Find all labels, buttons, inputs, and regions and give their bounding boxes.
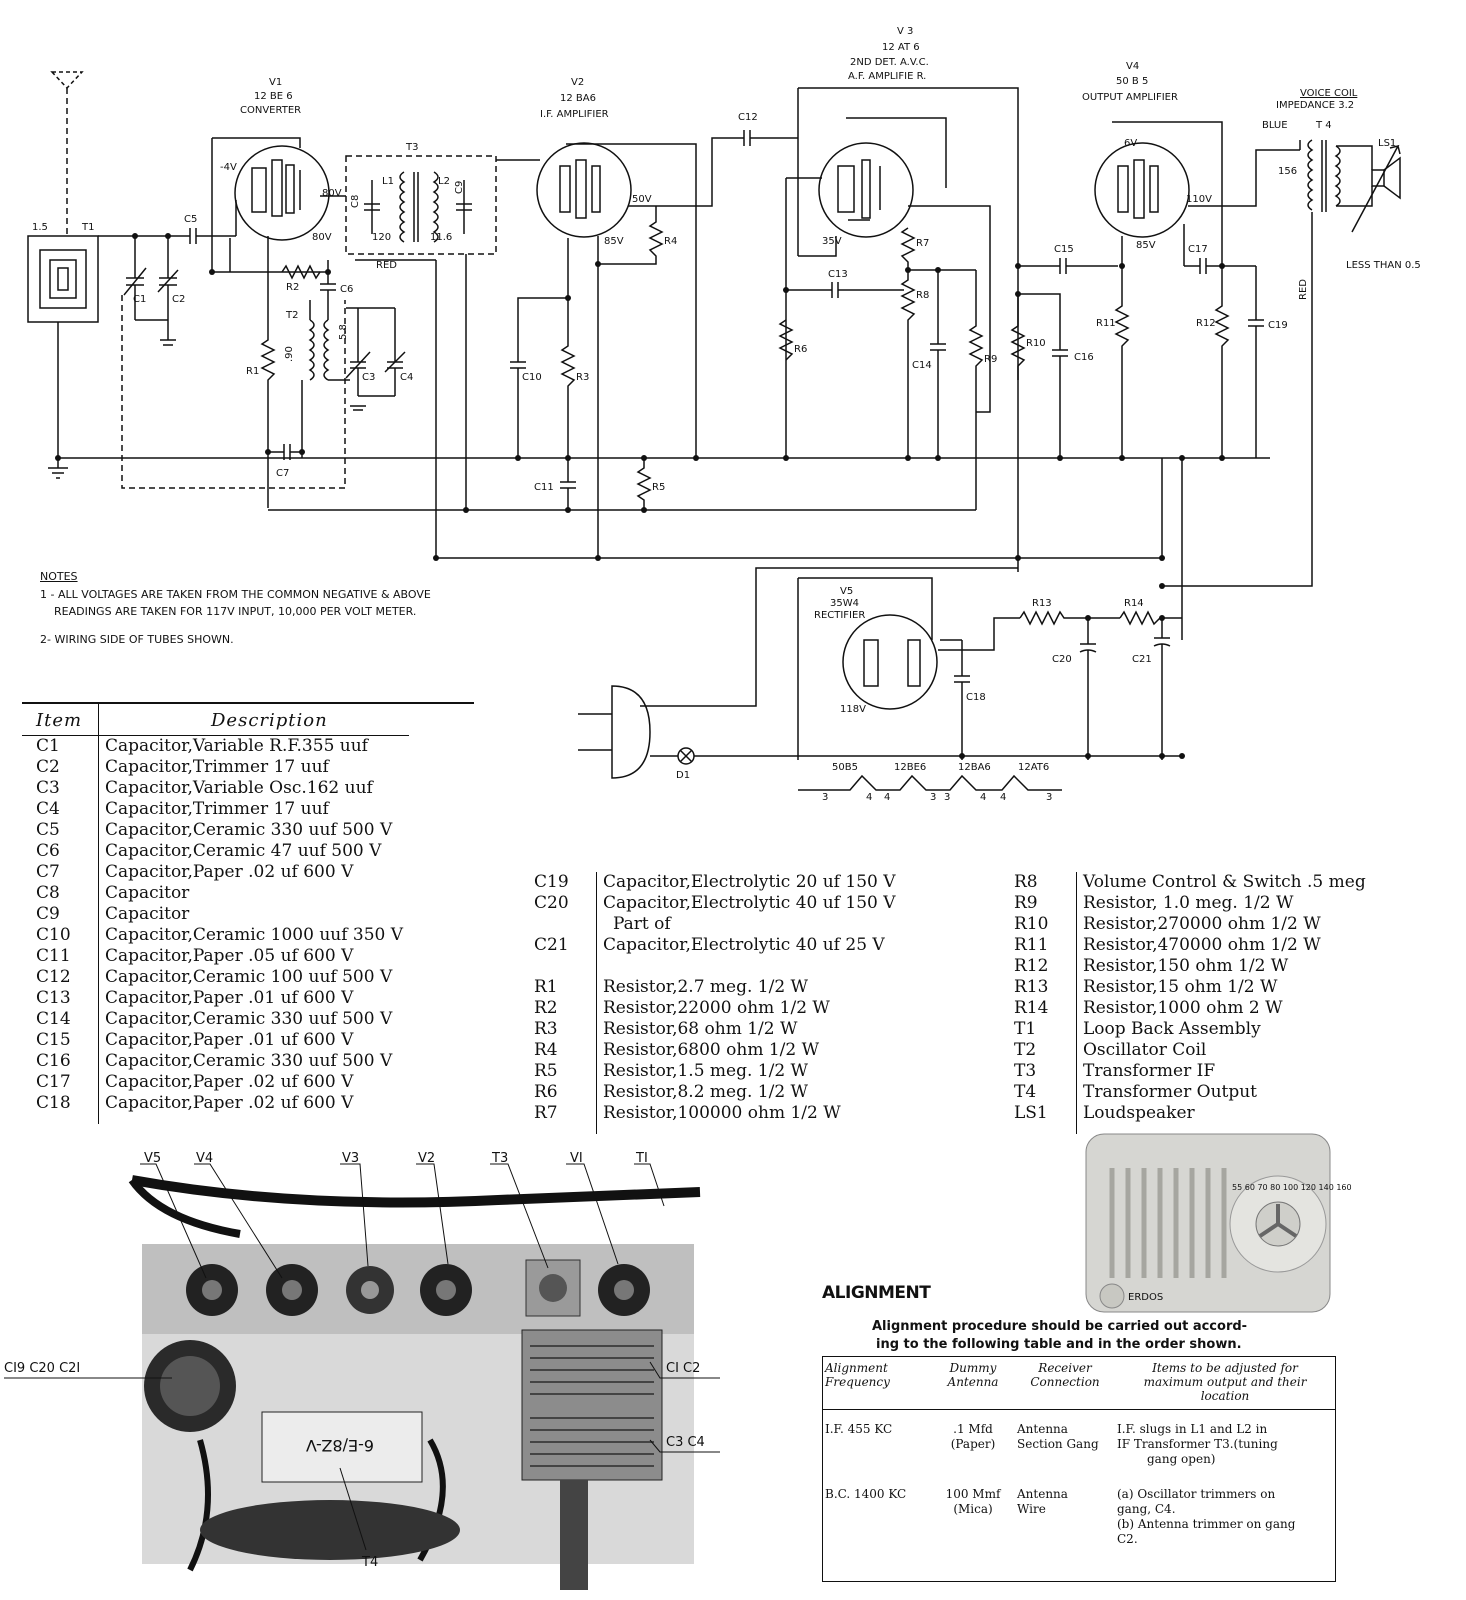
heater-tube-2: 12BE6 [894,762,927,773]
part-desc: Resistor,470000 ohm 1/2 W [1083,935,1321,955]
receiver-connection: Section Gang [1017,1437,1099,1451]
part-desc: Resistor,150 ohm 1/2 W [1083,956,1289,976]
heater-tube-3: 12BA6 [958,762,991,773]
part-desc: Capacitor,Paper .05 uf 600 V [105,946,354,966]
radio-photo [1082,1128,1352,1320]
v3-id: V 3 [897,26,914,37]
l2-label: L2 [438,176,450,187]
part-desc: Resistor,15 ohm 1/2 W [1083,977,1278,997]
part-desc: Resistor,2.7 meg. 1/2 W [603,977,809,997]
tube-v3 [819,143,913,237]
heater-pin: 4 [1000,792,1007,803]
part-item: T4 [1000,1082,1077,1103]
part-desc [597,956,902,977]
part-item: C20 [520,893,597,914]
alignment-table [822,1356,1336,1582]
part-item: C5 [22,820,99,841]
part-desc: Transformer IF [1083,1061,1216,1081]
c3-label: C3 [362,372,376,383]
alignment-intro-line-1: Alignment procedure should be carried out accord- [872,1319,1248,1334]
capacitor-c6 [320,260,336,300]
part-item: T3 [1000,1061,1077,1082]
photo-label-v3: V3 [342,1151,360,1166]
heater-pin: 3 [1046,792,1053,803]
part-desc: Resistor,1000 ohm 2 W [1083,998,1283,1018]
capacitor-c19 [1248,266,1264,458]
part-item: C18 [22,1093,99,1124]
c1-label: C1 [133,294,147,305]
alignment-row [823,1410,1335,1476]
part-desc: Capacitor,Electrolytic 40 uf 150 V [603,893,896,913]
heater-pin: 3 [930,792,937,803]
part-item: C19 [520,872,597,893]
part-item: R4 [520,1040,597,1061]
v5-voltage-a: 118V [840,704,866,715]
part-desc: Capacitor,Trimmer 17 uuf [105,757,329,777]
part-desc: Resistor, 1.0 meg. 1/2 W [1083,893,1294,913]
photo-label-t4: T4 [362,1555,379,1570]
part-desc: Loop Back Assembly [1083,1019,1261,1039]
part-item: R10 [1000,914,1077,935]
r4-label: R4 [664,236,678,247]
receiver-connection: Antenna [1017,1422,1068,1436]
v3-voltage-a: 35V [822,236,842,247]
r9-label: R9 [984,354,998,365]
v4-id: V4 [1126,61,1140,72]
part-item: R5 [520,1061,597,1082]
ls1-label: LS1 [1378,138,1397,149]
t3-voltage-a: 120 [372,232,392,243]
part-desc: Capacitor,Paper .02 uf 600 V [105,862,354,882]
c8-label: C8 [350,194,361,208]
part-desc: Capacitor,Ceramic 330 uuf 500 V [105,1009,393,1029]
v3-type: 12 AT 6 [882,42,920,53]
part-item: C3 [22,778,99,799]
part-desc: Capacitor,Ceramic 100 uuf 500 V [105,967,393,987]
parts-list-column-2 [520,872,902,1134]
dummy-antenna: (Paper) [950,1437,996,1451]
v2-voltage-b: 85V [604,236,624,247]
red-wire-label-2: RED [1298,279,1309,300]
parts-header-description: Description [99,704,410,736]
header-text: Dummy [949,1361,997,1375]
v4-voltage-c: 85V [1136,240,1156,251]
part-item: C2 [22,757,99,778]
part-desc: Resistor,270000 ohm 1/2 W [1083,914,1321,934]
r5-label: R5 [652,482,666,493]
photo-label-v1: VI [570,1151,583,1166]
part-desc: Capacitor,Paper .01 uf 600 V [105,988,354,1008]
receiver-connection: Wire [1017,1502,1046,1516]
parts-list-column-3 [1000,872,1372,1134]
header-text: Frequency [825,1375,890,1389]
v2-id: V2 [571,77,585,88]
capacitor-c14 [930,270,946,458]
part-desc: Capacitor,Variable R.F.355 uuf [105,736,368,756]
v1-voltage-b: 80V [322,188,342,199]
loop-antenna-t1 [28,236,190,458]
part-item: C9 [22,904,99,925]
photo-label-v5: V5 [144,1151,162,1166]
alignment-title: ALIGNMENT [822,1283,931,1303]
photo-label-v2: V2 [418,1151,436,1166]
part-item: R9 [1000,893,1077,914]
capacitor-c11 [560,458,576,510]
part-item: R3 [520,1019,597,1040]
v1-id: V1 [269,77,283,88]
r13-label: R13 [1032,598,1052,609]
t1-label: T1 [82,222,95,233]
heater-pin: 3 [822,792,829,803]
r7-label: R7 [916,238,930,249]
adjust-items: gang open) [1147,1452,1216,1466]
adjust-items: gang, C4. [1117,1502,1176,1516]
part-item: T2 [1000,1040,1077,1061]
part-desc: Resistor,1.5 meg. 1/2 W [603,1061,809,1081]
d1-label: D1 [676,770,691,781]
heater-pin: 4 [884,792,891,803]
part-item: C10 [22,925,99,946]
resistor-r5 [638,458,650,510]
capacitor-c21 [1154,618,1170,760]
r12-label: R12 [1196,318,1216,329]
part-desc: Resistor,22000 ohm 1/2 W [603,998,830,1018]
part-desc: Capacitor [105,883,190,903]
part-desc: Capacitor,Paper .02 uf 600 V [105,1093,354,1113]
part-item: C14 [22,1009,99,1030]
header-text: location [1200,1389,1250,1403]
part-desc: Resistor,8.2 meg. 1/2 W [603,1082,809,1102]
part-desc: Loudspeaker [1083,1103,1195,1123]
resistor-r11 [1116,236,1128,458]
capacitor-c15 [1060,258,1118,274]
c13-label: C13 [828,269,848,280]
v4-function: OUTPUT AMPLIFIER [1082,92,1178,103]
note-1-line-1: 1 - ALL VOLTAGES ARE TAKEN FROM THE COMMON NEGATIVE & ABOVE [40,587,431,601]
part-desc: Capacitor,Trimmer 17 uuf [105,799,329,819]
header-text: Connection [1030,1375,1100,1389]
part-item [520,956,597,977]
heater-tube-1: 50B5 [832,762,858,773]
alignment-intro-line-2: ing to the following table and in the order shown. [876,1337,1242,1352]
heater-string [798,776,1062,790]
part-desc: Transformer Output [1083,1082,1258,1102]
antenna-symbol [52,72,82,236]
v4-voltage-b: 110V [1186,194,1212,205]
notes-block [40,568,431,648]
part-item: R14 [1000,998,1077,1019]
header-text: Alignment [825,1361,888,1375]
part-desc: Resistor,100000 ohm 1/2 W [603,1103,841,1123]
t2-label: T2 [286,310,299,321]
resistor-r13 [1020,612,1120,624]
t4-marking-text: 6-E/8Z-V [305,1436,375,1455]
resistor-r9 [970,270,982,510]
part-item: R1 [520,977,597,998]
capacitor-c12 [744,130,798,146]
resistor-r3 [562,298,574,458]
t2-winding-b: 5.8 [338,324,349,340]
part-item: T1 [1000,1019,1077,1040]
part-item: C13 [22,988,99,1009]
note-2: 2- WIRING SIDE OF TUBES SHOWN. [40,632,234,646]
r14-label: R14 [1124,598,1144,609]
voice-coil-label-1: VOICE COIL [1300,88,1358,99]
c21-label: C21 [1132,654,1152,665]
part-item: R6 [520,1082,597,1103]
part-item: C8 [22,883,99,904]
t2-winding-a: .90 [284,346,295,362]
resistor-r14 [1120,612,1182,624]
heater-pin: 3 [944,792,951,803]
part-item: R13 [1000,977,1077,998]
alignment-header-items [1115,1357,1335,1410]
r11-label: R11 [1096,318,1116,329]
heater-pin: 4 [980,792,987,803]
part-item: C12 [22,967,99,988]
c11-label: C11 [534,482,554,493]
resistor-r1 [262,236,274,508]
dummy-antenna: .1 Mfd [953,1422,993,1436]
tube-v5 [843,615,937,709]
voice-coil-label-2: IMPEDANCE 3.2 [1276,100,1355,111]
l1-label: L1 [382,176,394,187]
t3-label: T3 [406,142,419,153]
r10-label: R10 [1026,338,1046,349]
part-item: LS1 [1000,1103,1077,1134]
v4-voltage-a: 6V [1124,138,1138,149]
alignment-header-dummy [931,1357,1015,1410]
part-item: C21 [520,935,597,956]
header-text: Items to be adjusted for [1152,1361,1298,1375]
receiver-connection: Antenna [1017,1487,1068,1501]
tube-v2 [537,143,631,237]
part-item: R11 [1000,935,1077,956]
v1-type: 12 BE 6 [254,91,293,102]
loudspeaker-ls1 [1352,146,1400,232]
v2-function: I.F. AMPLIFIER [540,109,609,120]
part-item: C4 [22,799,99,820]
part-desc: Capacitor,Electrolytic 40 uf 25 V [603,935,885,955]
capacitor-c2 [158,236,178,345]
resistor-r7 [902,228,914,272]
c19-label: C19 [1268,320,1288,331]
tube-v4 [1095,143,1189,237]
tube-v1 [235,146,329,240]
v3-function-1: 2ND DET. A.V.C. [850,57,929,68]
c4-label: C4 [400,372,414,383]
photo-label-v4: V4 [196,1151,214,1166]
heater-pin: 4 [866,792,873,803]
part-desc: Capacitor,Paper .02 uf 600 V [105,1072,354,1092]
dummy-antenna: 100 Mmf [945,1487,1001,1501]
capacitor-c16 [1052,350,1068,458]
r2-label: R2 [286,282,300,293]
part-desc: Capacitor,Ceramic 1000 uuf 350 V [105,925,404,945]
adjust-items: (b) Antenna trimmer on gang [1117,1517,1296,1531]
header-text: Receiver [1038,1361,1092,1375]
photo-label-c1-c2: CI C2 [666,1361,701,1376]
c6-label: C6 [340,284,354,295]
header-text: Antenna [947,1375,999,1389]
alignment-header-connection [1015,1357,1115,1410]
v1-voltage-c: 80V [312,232,332,243]
part-item: C16 [22,1051,99,1072]
c18-label: C18 [966,692,986,703]
c17-label: C17 [1188,244,1208,255]
c16-label: C16 [1074,352,1094,363]
photo-label-t3: T3 [492,1151,509,1166]
alignment-intro [872,1318,1292,1354]
part-item: C6 [22,841,99,862]
adjust-items: C2. [1117,1532,1138,1546]
part-desc: Part of [613,914,671,934]
t4-label: T 4 [1316,120,1332,131]
t1-impedance: 1.5 [32,222,48,233]
part-desc: Capacitor [105,904,190,924]
adjust-items: (a) Oscillator trimmers on [1117,1487,1276,1501]
part-item: C7 [22,862,99,883]
resistor-r4 [598,206,662,264]
v1-function: CONVERTER [240,105,302,116]
v5-type: 35W4 [830,598,859,609]
radio-brand-text: ERDOS [1128,1292,1164,1303]
v5-function: RECTIFIER [814,610,866,621]
part-item: C11 [22,946,99,967]
c2-label: C2 [172,294,186,305]
c12-label: C12 [738,112,758,123]
part-item: R2 [520,998,597,1019]
parts-list-column-1 [22,702,474,1124]
alignment-frequency: B.C. 1400 KC [825,1487,907,1501]
blue-wire-label: BLUE [1262,120,1288,131]
capacitor-c20 [1080,618,1096,760]
part-item [520,914,597,935]
v4-type: 50 B 5 [1116,76,1149,87]
alignment-frequency: I.F. 455 KC [825,1422,893,1436]
alignment-row [823,1475,1335,1555]
capacitor-c13 [786,282,896,298]
part-desc: Capacitor,Ceramic 330 uuf 500 V [105,820,393,840]
radio-dial-text: 55 60 70 80 100 120 140 160 [1232,1183,1352,1192]
r1-label: R1 [246,366,260,377]
adjust-items: IF Transformer T3.(tuning [1117,1437,1278,1451]
less-than-label: LESS THAN 0.5 [1346,260,1421,271]
chassis-photo [0,1150,720,1600]
photo-label-c19-c21: CI9 C20 C2I [4,1361,81,1376]
v5-id: V5 [840,586,854,597]
r8-label: R8 [916,290,930,301]
part-item: R7 [520,1103,597,1134]
heater-tube-4: 12AT6 [1018,762,1050,773]
part-desc: Capacitor,Ceramic 330 uuf 500 V [105,1051,393,1071]
gang-dashed-outline [122,295,345,488]
part-item: R12 [1000,956,1077,977]
part-desc: Capacitor,Paper .01 uf 600 V [105,1030,354,1050]
c9-label: C9 [454,180,465,194]
photo-label-c3-c4: C3 C4 [666,1435,705,1450]
header-text: maximum output and their [1143,1375,1307,1389]
t3-voltage-b: 11.6 [430,232,453,243]
red-wire-label: RED [376,260,397,271]
c14-label: C14 [912,360,932,371]
photo-label-t1: TI [636,1151,648,1166]
part-desc: Volume Control & Switch .5 meg [1083,872,1366,892]
part-item: C17 [22,1072,99,1093]
c10-label: C10 [522,372,542,383]
r3-label: R3 [576,372,590,383]
v3-function-2: A.F. AMPLIFIE R. [848,71,927,82]
part-desc: Capacitor,Variable Osc.162 uuf [105,778,373,798]
part-desc: Capacitor,Electrolytic 20 uf 150 V [603,872,896,892]
junction-dots [55,233,1225,759]
c5-label: C5 [184,214,198,225]
alignment-header-frequency [823,1357,931,1410]
part-desc: Resistor,68 ohm 1/2 W [603,1019,798,1039]
t4-impedance: 156 [1278,166,1298,177]
v1-voltage-a: -4V [220,162,237,173]
capacitor-c1 [124,236,146,320]
c20-label: C20 [1052,654,1072,665]
r6-label: R6 [794,344,808,355]
dummy-antenna: (Mica) [953,1502,993,1516]
part-item: C15 [22,1030,99,1051]
parts-header-item: Item [22,704,99,736]
part-desc: Oscillator Coil [1083,1040,1207,1060]
v2-voltage-a: 50V [632,194,652,205]
part-desc: Resistor,6800 ohm 1/2 W [603,1040,820,1060]
capacitor-c5 [190,228,236,244]
coil-t2 [302,300,350,458]
part-item: C1 [22,736,99,758]
output-transformer-t4 [1162,140,1372,586]
part-desc: Capacitor,Ceramic 47 uuf 500 V [105,841,382,861]
c7-label: C7 [276,468,290,479]
part-item: R8 [1000,872,1077,893]
v2-type: 12 BA6 [560,93,596,104]
note-1-line-2: READINGS ARE TAKEN FOR 117V INPUT, 10,000 PER VOLT METER. [54,605,417,619]
notes-heading: NOTES [40,570,78,583]
resistor-r12 [1216,264,1228,458]
adjust-items: I.F. slugs in L1 and L2 in [1117,1422,1268,1436]
c15-label: C15 [1054,244,1074,255]
